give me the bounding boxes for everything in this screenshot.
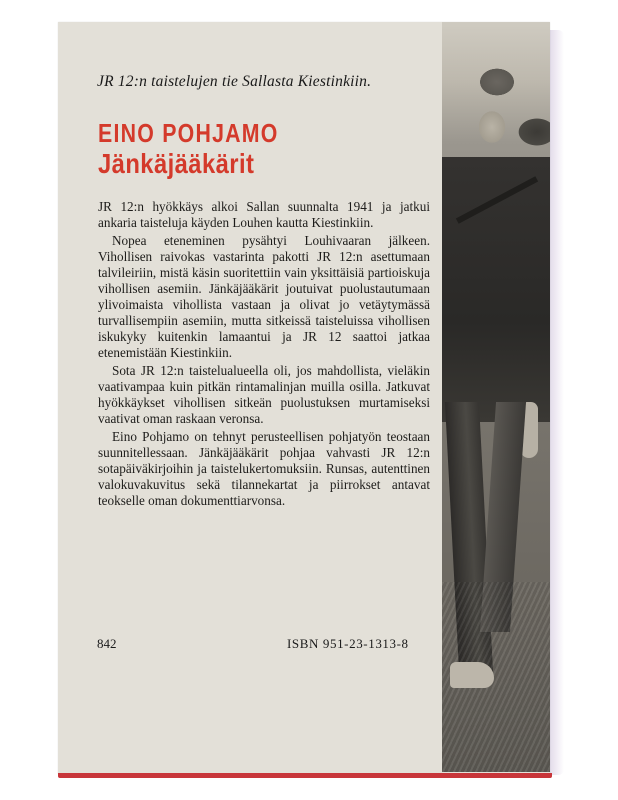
isbn-number: ISBN 951-23-1313-8: [287, 636, 409, 651]
book-title: Jänkäjääkärit: [98, 148, 255, 179]
blurb-paragraph: Eino Pohjamo on tehnyt perusteellisen pohjatyön teostaan suunnitellessaan. Jänkäjääkärit pohjaa vahvasti JR 12:n sotapäiväkirjoihin ja taistelukertomuksiin. Runsas, autenttinen valokuvakuvitus sekä tilannekartat ja piirrokset antavat teokselle oman dokumenttiarvonsa.: [98, 429, 430, 508]
soldier-boot: [450, 662, 494, 688]
cover-red-edge: [58, 773, 552, 778]
cover-tagline: JR 12:n taistelujen tie Sallasta Kiestinkiin.: [97, 73, 372, 90]
blurb-text: [98, 199, 430, 511]
book-spine-edge: [548, 30, 564, 775]
product-code: 842: [97, 636, 117, 651]
blurb-paragraph: JR 12:n hyökkäys alkoi Sallan suunnalta 1941 ja jatkui ankaria taisteluja käyden Louhen kautta Kiestinkiin.: [98, 199, 430, 230]
rifle-strap: [456, 176, 538, 224]
soldier-photo: [442, 22, 550, 772]
blurb-paragraph: Sota JR 12:n taistelualueella oli, jos mahdollista, vieläkin vaativampaa kuin pitkän rintamalinjan muilla osilla. Jatkuvat hyökkäykset vihollisen sitkeän puolustuksen murtamiseksi vaativat oman raskaan veronsa.: [98, 363, 430, 426]
blurb-paragraph: Nopea eteneminen pysähtyi Louhivaaran jälkeen. Vihollisen raivokas vastarinta pakotti JR 12:n asettumaan talvileiriin, mistä käsin suoritettiin vain yksittäisiä partioiskuja vihollisen asemiin. Jänkäjääkärit joutuivat puolustautumaan ylivoimaista vihollista vastaan ja olivat jo vetäytymässä turvallisempiin asemiin, mutta sitkeissä taisteluissa vihollisen iskukyky kuitenkin lamaantui ja JR 12 saattoi jatkaa etenemistään Kiestinkiin.: [98, 233, 430, 360]
author-name: EINO POHJAMO: [98, 118, 279, 148]
